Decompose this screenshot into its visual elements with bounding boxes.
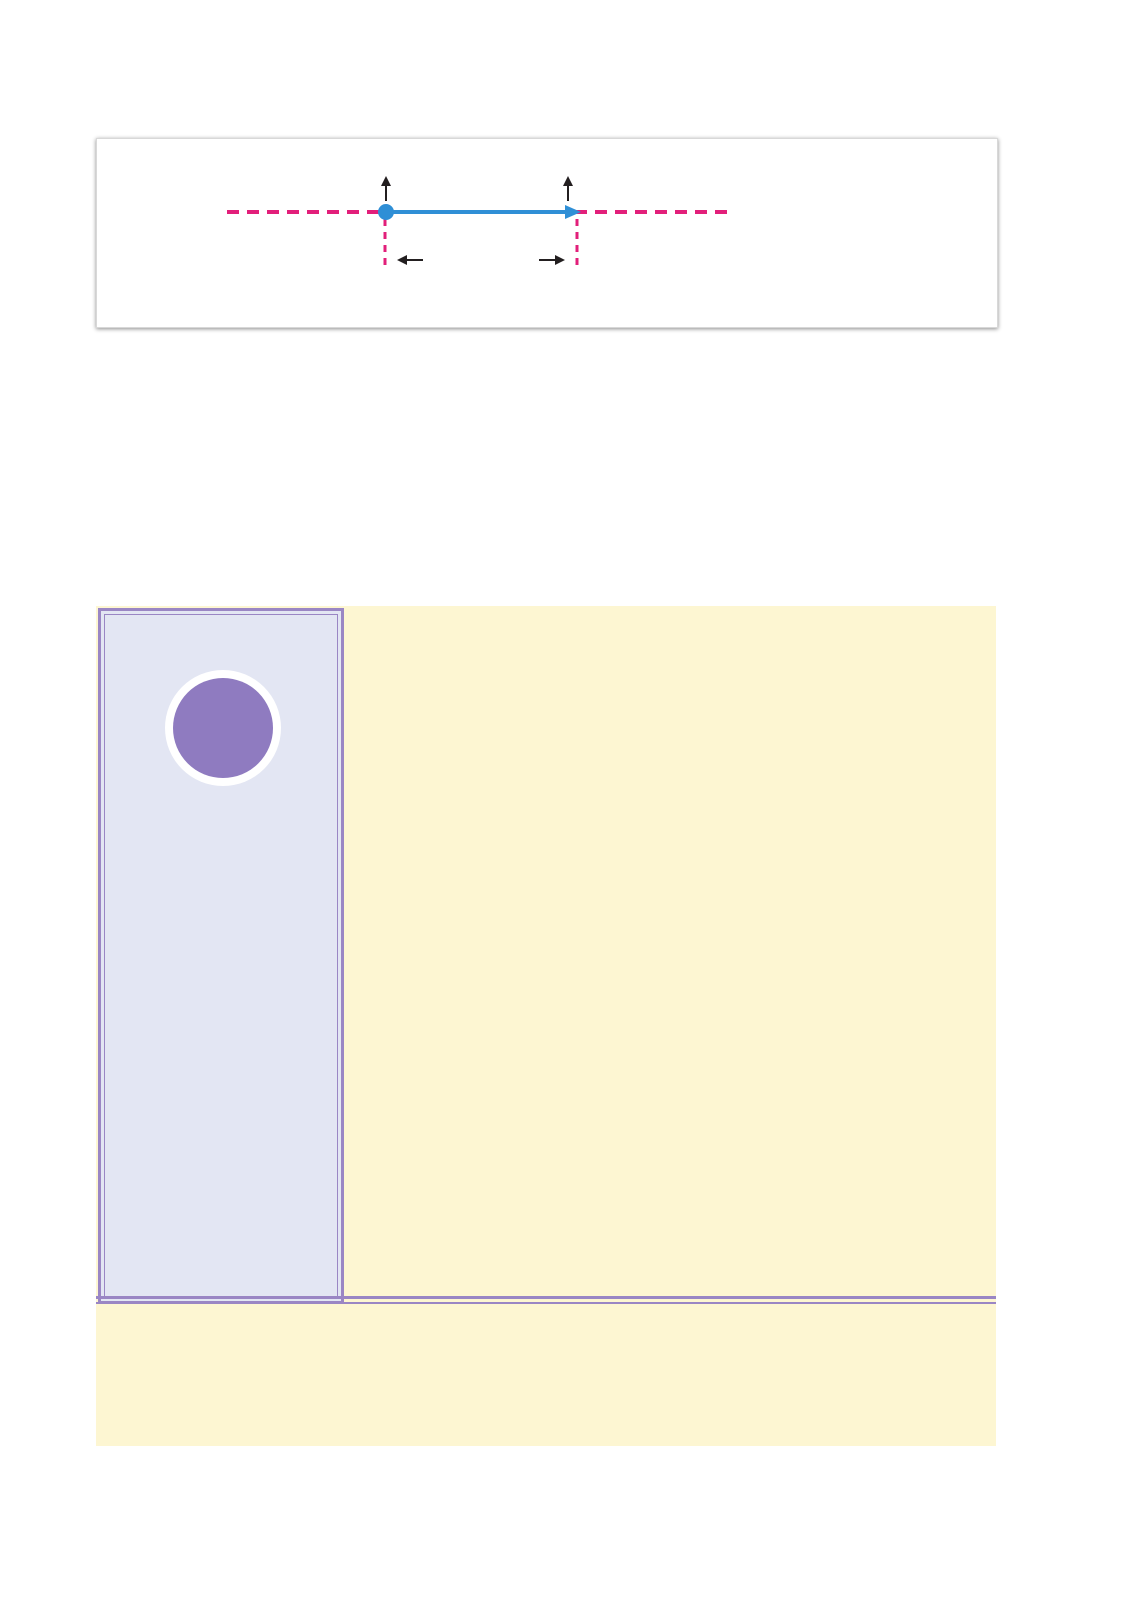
force-vector-diagram [97,139,997,327]
divider [96,1296,996,1299]
application-point-arrow-head [381,176,391,186]
force-elements-figure [96,138,998,328]
magnitude-arrow-left-head [397,255,407,265]
direction-arrow-head [563,176,573,186]
divider [96,1302,996,1304]
application-point-dot [378,204,394,220]
force-vector-head [565,205,581,219]
magnitude-arrow-right-head [555,255,565,265]
activity-badge [138,620,308,790]
activity-badge-inner-circle [173,678,273,778]
